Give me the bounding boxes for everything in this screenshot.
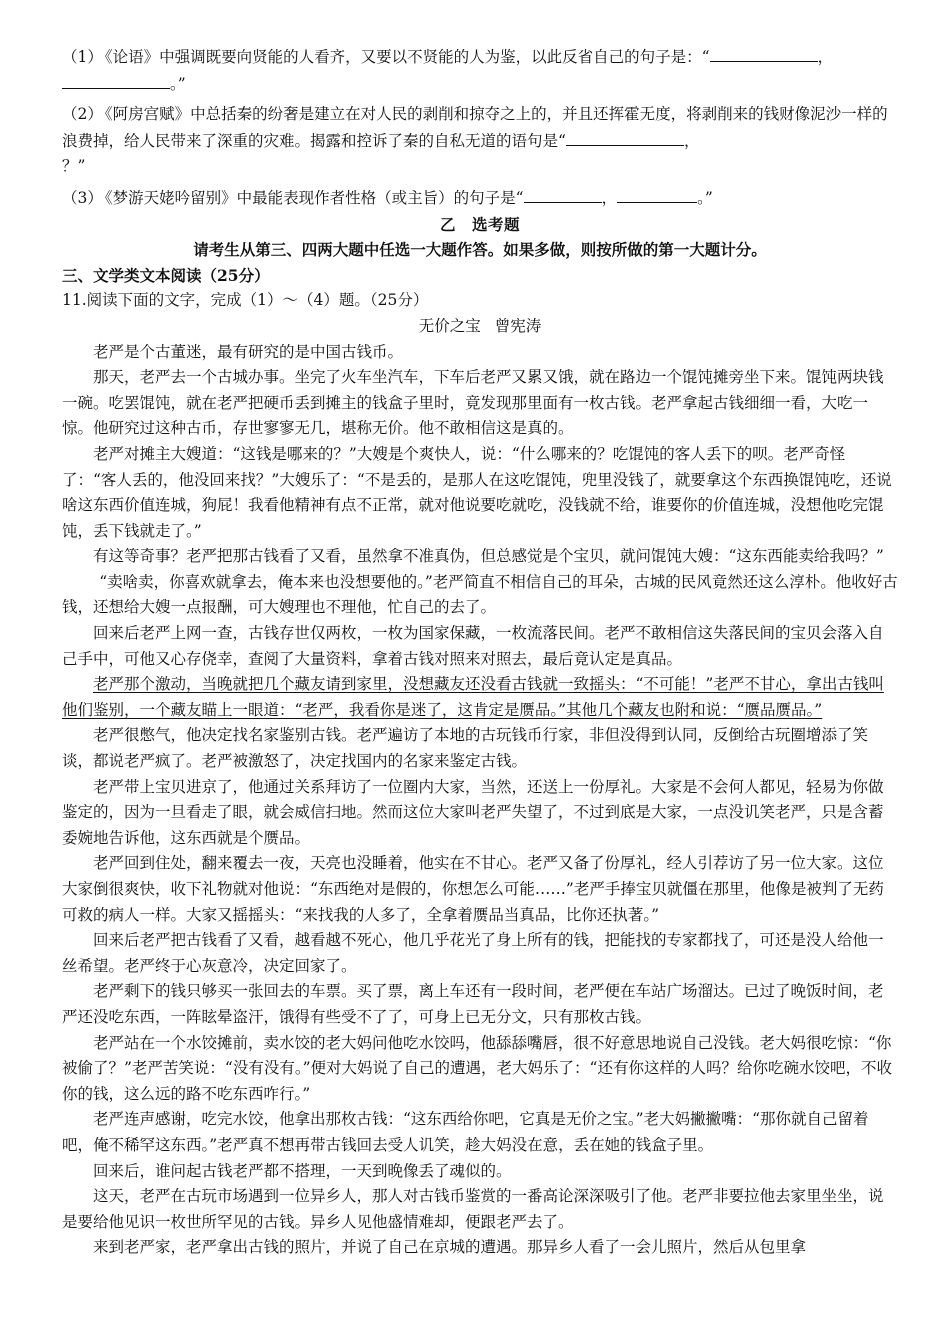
question-2-sep: ， [683, 131, 700, 150]
story-author: 曾宪涛 [494, 316, 542, 335]
question-1-text: 《论语》中强调既要向贤能的人看齐，又要以不贤能的人为鉴，以此反省自己的句子是：“ [104, 48, 710, 66]
section-label-a: 乙 [439, 214, 456, 234]
question-3-number: （3） [62, 188, 103, 207]
question-3-end: 。” [697, 188, 713, 207]
part-title: 三、文学类文本阅读（25分） [62, 265, 270, 285]
question-2-number: （2） [62, 105, 103, 124]
answer-blank-3b[interactable] [617, 185, 697, 203]
question-instruction: 11.阅读下面的文字，完成（1）～（4）题。（25分） [62, 291, 429, 310]
story-paragraph: 老严带上宝贝进京了，他通过关系拜访了一位圈内大家，当然，还送上一份厚礼。大家是不会何人都见，轻易为你做鉴定的，因为一旦看走了眼，就会威信扫地。然而这位大家叫老严失望了，不过到底是大家，一点没讥笑老严，只是含蓄委婉地告诉他，这东西就是个赝品。 [62, 777, 884, 847]
question-2-text: 《阿房宫赋》中总括秦的纷奢是建立在对人民的剥削和掠夺之上的，并且还挥霍无度，将剥削来的钱财像泥沙一样的浪费掉，给人民带来了深重的灾难。揭露和控诉了秦的自私无道的语句是“ [62, 105, 888, 150]
story-paragraph: “卖啥卖，你喜欢就拿去，俺本来也没想要他的。”老严简直不相信自己的耳朵，古城的民风竟然还这么淳朴。他收好古钱，还想给大嫂一点报酬，可大嫂理也不理他，忙自己的去了。 [62, 572, 898, 617]
question-1 [62, 44, 898, 97]
answer-blank-3a[interactable] [524, 185, 602, 203]
story-paragraph: 老严站在一个水饺摊前，卖水饺的老大妈问他吃水饺吗，他舔舔嘴唇，很不好意思地说自己没钱。老大妈很吃惊：“你被偷了？”老严苦笑说：“没有没有。”便对大妈说了自己的遭遇，老大妈乐了：“还有你这样的人吗？给你吃碗水饺吧，不收你的钱，这么远的路不吃东西咋行。” [62, 1033, 892, 1103]
story-paragraph: 老严回到住处，翻来覆去一夜，天亮也没睡着，他实在不甘心。老严又备了份厚礼，经人引荐访了另一位大家。这位大家倒很爽快，收下礼物就对他说：“东西绝对是假的，你想怎么可能……”老严手捧宝贝就僵在那里，他像是被判了无药可救的病人一样。大家又摇摇头：“来找我的人多了，全拿着赝品当真品，比你还执著。” [62, 854, 884, 924]
story-title: 无价之宝 [418, 316, 481, 335]
question-2-end: ？” [62, 157, 86, 176]
story-heading [62, 314, 898, 340]
story-paragraph: 老严对摊主大嫂道：“这钱是哪来的？”大嫂是个爽快人，说：“什么哪来的？吃馄饨的客人丢下的呗。老严奇怪了：“客人丢的，他没回来找？”大嫂乐了：“不是丢的，是那人在这吃馄饨，兜里没钱了，就要拿这个东西换馄饨吃，还说啥这东西价值连城，狗屁！我看他精神有点不正常，就对他说要吃就吃，没钱就不给，谁要你的价值连城，没想他吃完馄饨，丢下钱就走了。” [62, 444, 892, 540]
story-paragraph: 老严是个古董迷，最有研究的是中国古钱币。 [93, 342, 404, 361]
answer-blank-1a[interactable] [710, 44, 818, 62]
answer-blank-2a[interactable] [566, 128, 684, 146]
story-paragraph: 这天，老严在古玩市场遇到一位异乡人，那人对古钱币鉴赏的一番高论深深吸引了他。老严非要拉他去家里坐坐，说是要给他见识一枚世所罕见的古钱。异乡人见他盛情难却，便跟老严去了。 [62, 1187, 884, 1231]
question-1-sep: ， [817, 48, 834, 66]
section-label-b: 选考题 [472, 214, 521, 234]
section-heading [62, 212, 898, 238]
story-paragraph: 老严很憋气，他决定找名家鉴别古钱。老严遍访了本地的古玩钱币行家，非但没得到认同，反倒给古玩圈增添了笑谈，都说老严疯了。老严被激怒了，决定找国内的名家来鉴定古钱。 [62, 726, 869, 771]
story-paragraph: 回来后老严把古钱看了又看，越看越不死心，他几乎花光了身上所有的钱，把能找的专家都找了，可还是没人给他一丝希望。老严终于心灰意冷，决定回家了。 [62, 931, 884, 975]
story-paragraph: 老严连声感谢，吃完水饺，他拿出那枚古钱：“这东西给你吧，它真是无价之宝。”老大妈撇撇嘴：“那你就自己留着吧，俺不稀罕这东西。”老严真不想再带古钱回去受人讥笑，趁大妈没在意，丢在她的钱盒子里。 [62, 1110, 869, 1154]
story-paragraph: 回来后老严上网一查，古钱存世仅两枚，一枚为国家保藏，一枚流落民间。老严不敢相信这失落民间的宝贝会落入自己手中，可他又心存侥幸，查阅了大量资料，拿着古钱对照来对照去，最后竟认定是真品。 [62, 624, 884, 668]
story-paragraph: 有这等奇事？老严把那古钱看了又看，虽然拿不准真伪，但总感觉是个宝贝，就问馄饨大嫂：“这东西能卖给我吗？” [93, 547, 884, 566]
story-paragraph: 来到老严家，老严拿出古钱的照片，并说了自己在京城的遭遇。那异乡人看了一会儿照片，然后从包里拿 [93, 1238, 807, 1257]
story-paragraph: 回来后，谁问起古钱老严都不搭理，一天到晚像丢了魂似的。 [93, 1161, 512, 1180]
section-notice: 请考生从第三、四两大题中任选一大题作答。如果多做，则按所做的第一大题计分。 [193, 240, 767, 260]
question-3-text: 《梦游天姥吟留别》中最能表现作者性格（或主旨）的句子是“ [104, 188, 524, 207]
question-3-sep: ， [601, 188, 618, 207]
answer-blank-1b[interactable] [62, 71, 170, 89]
question-1-number: （1） [62, 48, 103, 66]
question-1-end: 。” [170, 74, 186, 93]
story-paragraph: 那天，老严去一个古城办事。坐完了火车坐汽车，下车后老严又累又饿，就在路边一个馄饨摊旁坐下来。馄饨两块钱一碗。吃罢馄饨，就在老严把硬币丢到摊主的钱盒子里时，竟发现那里面有一枚古钱。老严拿起古钱细细一看，大吃一惊。他研究过这种古币，存世寥寥无几，堪称无价。他不敢相信这是真的。 [62, 368, 884, 438]
question-3 [62, 185, 898, 212]
story-paragraph-underlined: 老严那个激动，当晚就把几个藏友请到家里，没想藏友还没看古钱就一致摇头：“不可能！”老严不甘心，拿出古钱叫他们鉴别，一个藏友瞄上一眼道：“老严，我看你是迷了，这肯定是赝品。”其他几个藏友也附和说：“赝品赝品。” [62, 675, 884, 719]
story-paragraph: 老严剩下的钱只够买一张回去的车票。买了票，离上车还有一段时间，老严便在车站广场溜达。已过了晚饭时间，老严还没吃东西，一阵眩晕盗汗，饿得有些受不了了，可身上已无分文，只有那枚古钱。 [62, 982, 884, 1026]
question-2 [62, 102, 898, 180]
